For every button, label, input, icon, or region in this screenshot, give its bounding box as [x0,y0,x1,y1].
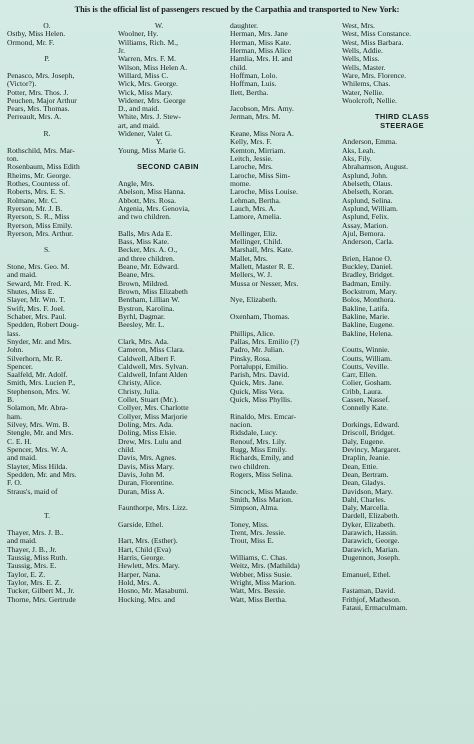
passenger-entry: Portaluppi, Emilio. [230,361,289,371]
passenger-entry: Collyer, Mrs. Charlotte [118,403,189,413]
passenger-entry: D., and maid. [118,104,160,114]
passenger-entry: Spencer, Mrs. W. A. [7,444,69,454]
passenger-entry: nacion. [230,420,253,429]
passenger-entry: Ilett, Bertha. [230,87,269,97]
passenger-entry: Christy, Julia. [118,386,160,396]
passenger-entry: Leitch, Jessie. [230,154,273,163]
list-header: This is the official list of passengers rescued by the Carpathia and transported to New York: [74,5,400,14]
passenger-entry: Bakline, Eugene. [342,320,395,330]
section-letter: R. [43,129,51,139]
passenger-entry: Mellinger, Child. [230,237,283,247]
passenger-entry: Solamon, Mr. Abra- [7,403,68,413]
passenger-entry: Quick, Miss Phyllis. [230,395,293,405]
section-heading: SECOND CABIN [137,162,199,172]
passenger-entry: Hosno, Mr. Masabumi. [118,586,189,596]
passenger-entry: Young, Miss Marie G. [118,145,186,155]
column-2 [118,22,218,604]
passenger-entry: Bentham, Lillian W. [118,295,180,305]
passenger-entry: Assay, Marion. [342,220,389,230]
passenger-entry: Dean, Ettie. [342,461,379,471]
passenger-entry: Smith, Mrs. Lucien P., [7,378,76,388]
passenger-entry: Stone, Mrs. Geo. M. [7,262,70,272]
passenger-entry: Rosenbaum, Miss Edith [7,162,80,172]
passenger-entry: Doling, Miss Elsie. [118,428,177,438]
passenger-entry: Asplund, John. [342,170,388,180]
passenger-entry: Rothes, Countess of. [7,178,70,188]
passenger-entry: Peuchen, Major Arthur [7,95,77,105]
passenger-entry: Davis, John M. [118,469,165,479]
passenger-entry: Simpson, Alma. [230,503,279,513]
passenger-entry: and three children. [118,253,175,263]
passenger-entry: Hoffman, Lolo. [230,70,278,80]
passenger-entry: Watt, Mrs. Bessie. [230,586,286,596]
passenger-entry: Brien, Hanoe O. [342,253,392,263]
passenger-entry: Ryerson, Mrs. Arthur. [7,228,74,238]
passenger-entry: Water, Nellie. [342,87,384,97]
passenger-entry: Connelly Kate. [342,403,388,413]
passenger-entry: Balls, Mrs Ada E. [118,228,173,238]
passenger-entry: Bakline, Helena. [342,328,393,338]
passenger-entry: Perreault, Mrs. A. [7,112,62,122]
column-3 [230,22,340,604]
passenger-entry: Darawich, George. [342,536,400,546]
passenger-entry: Hart, Child (Eva) [118,544,171,554]
passenger-entry: Laroche, Miss Louise. [230,187,298,197]
passenger-entry: C. E. H. [7,436,32,446]
passenger-entry: Pallas, Mrs. Emilio (?) [230,336,299,346]
passenger-entry: Asplund, William. [342,203,398,213]
passenger-entry: Bockstrom, Mary. [342,287,397,296]
passenger-entry: art, and maid. [118,120,160,130]
passenger-entry: Woolner, Hy. [118,29,159,39]
passenger-entry: Slayer, Mr. Wm. T. [7,295,66,305]
passenger-entry: Mellers, W. J. [230,270,272,280]
passenger-entry: Buckley, Daniel. [342,262,393,272]
passenger-entry: Herman, Mrs. Jane [230,29,288,39]
passenger-entry: Angle, Mrs. [118,178,155,188]
passenger-entry: Coutts, William. [342,353,392,363]
passenger-entry: Jr. [118,45,125,55]
passenger-entry: Abelseth, Olaus. [342,178,393,188]
passenger-entry: Doling, Mrs. Ada. [118,420,174,429]
passenger-entry: Laroche, Mrs. [230,162,273,172]
passenger-entry: Seward, Mr. Fred. K. [7,278,72,288]
passenger-entry: Davidson, Mary. [342,486,393,496]
passenger-entry: Draplin, Jeanie. [342,453,390,463]
passenger-entry: ham. [7,411,22,421]
passenger-entry: Bass, Miss Kate. [118,237,170,247]
passenger-entry: Saalfeld, Mr. Adolf. [7,370,68,380]
passenger-entry: Beane, Mrs. [118,270,155,280]
passenger-entry: Brown, Mildred. [118,278,169,288]
passenger-entry: Faunthorpe, Mrs. Lizz. [118,503,188,513]
passenger-entry: Trout, Miss E. [230,536,274,546]
passenger-entry: Watt, Miss Bertha. [230,594,287,604]
passenger-entry: Jerman, Mrs. M. [230,112,281,122]
passenger-entry: and maid. [7,536,37,546]
passenger-entry: Beesley, Mr. L. [118,320,165,330]
passenger-entry: Caldwell, Infant Alden [118,370,188,380]
passenger-entry: Dorkings, Edward. [342,420,400,429]
passenger-entry: two children. [230,461,271,471]
passenger-entry: Richards, Emily, and [230,453,294,463]
passenger-entry: West, Mrs. [342,21,375,30]
passenger-entry: Slayter, Miss Hilda. [7,461,68,471]
passenger-entry: Willard, Miss C. [118,70,169,80]
passenger-entry: Sincock, Miss Maude. [230,486,298,496]
passenger-entry: Collet, Stuart (Mr.). [118,395,179,405]
passenger-entry: Bakline, Marie. [342,311,390,321]
passenger-entry: Christy, Alice. [118,378,162,388]
passenger-entry: Byrhl, Dagmar. [118,311,166,321]
passenger-entry: Harper, Nana. [118,569,161,579]
passenger-entry: Daly, Eugene. [342,436,385,446]
passenger-entry: Anderson, Carla. [342,237,394,247]
passenger-entry: Phillips, Alice. [230,328,275,338]
passenger-entry: Weitz, Mrs. (Mathilda) [230,561,300,571]
passenger-entry: Lehman, Bertha. [230,195,281,205]
passenger-entry: Colier, Gosham. [342,378,392,388]
passenger-entry: Spedden, Mr. and Mrs. [7,469,77,479]
passenger-entry: Lauch, Mrs. A. [230,203,276,213]
passenger-entry: Woolcroft, Nellie. [342,95,397,105]
passenger-entry: Widener, Mrs. George [118,95,186,105]
passenger-entry: Dugennon, Joseph. [342,553,401,562]
passenger-entry: Ajul, Bemora. [342,228,386,238]
passenger-entry: Emanuel, Ethel. [342,569,391,579]
passenger-entry: Cribb, Laura. [342,386,383,396]
passenger-entry: Frithjof, Matheson. [342,594,401,604]
passenger-entry: Williams, Rich. M., [118,37,179,47]
passenger-entry: Hart, Mrs. (Esther). [118,536,178,546]
passenger-entry: West, Miss Constance. [342,29,411,39]
passenger-entry: Swift, Mrs. F. Joel. [7,303,65,313]
passenger-entry: Aks, Leah. [342,145,376,155]
passenger-entry: Williams, C. Chas. [230,553,288,562]
passenger-entry: Lamore, Amelia. [230,212,282,222]
passenger-entry: Mellinger, Eliz. [230,228,278,238]
passenger-entry: Asplund, Felix. [342,212,390,222]
passenger-entry: Ormond, Mr. F. [7,37,55,47]
passenger-entry: Wick, Miss Mary. [118,87,173,97]
passenger-entry: Duran, Miss A. [118,486,165,496]
passenger-entry: Wilson, Miss Helen A. [118,62,188,72]
passenger-entry: Badman, Emily. [342,278,392,288]
passenger-entry: F. O. [7,478,22,488]
passenger-entry: Ryerson, Mr. J. B. [7,203,63,213]
passenger-entry: Hoffman, Luis. [230,79,277,89]
passenger-entry: Taussig, Mrs. E. [7,561,57,571]
passenger-entry: ton. [7,154,19,163]
passenger-entry: Thayer, J. B., Jr. [7,544,57,554]
passenger-entry: Ryerson, Miss Emily. [7,220,73,230]
section-letter: P. [44,54,50,64]
passenger-entry: Herman, Miss Kate. [230,37,292,47]
passenger-entry: Quick, Miss Vera. [230,386,285,396]
passenger-entry: Rugg, Miss Emily. [230,444,287,454]
passenger-entry: Abelseth, Koran. [342,187,394,197]
passenger-entry: Kemton, Mirriam. [230,145,286,155]
passenger-entry: Ridsdale, Lucy. [230,428,278,438]
passenger-entry: Beane, Mr. Edward. [118,262,179,272]
section-heading: THIRD CLASS [374,112,430,122]
passenger-entry: Stephenson, Mrs. W. [7,386,71,396]
passenger-entry: Stengle, Mr. and Mrs. [7,428,74,438]
passenger-entry: Argenia, Mrs. Genovia, [118,203,190,213]
passenger-entry: Snyder, Mr. and Mrs. [7,336,72,346]
passenger-entry: Cameron, Miss Clara. [118,345,185,355]
passenger-entry: Roberts, Mrs. E. S. [7,187,66,197]
passenger-entry: Taussig, Miss Ruth. [7,553,68,562]
passenger-entry: Bystron, Karolina. [118,303,175,313]
passenger-entry: B. [7,395,14,405]
passenger-entry: Penasco, Mrs. Joseph, [7,70,75,80]
passenger-entry: Caldwell, Mrs. Sylvan. [118,361,189,371]
passenger-entry: Renouf, Mrs. Lily. [230,436,287,446]
passenger-entry: Mussa or Nesser, Mrs. [230,278,299,288]
passenger-entry: Spedden, Robert Doug- [7,320,79,330]
spacer [7,122,105,130]
passenger-entry: Schaber, Mrs. Paul. [7,311,67,321]
passenger-entry: Cassen, Nassef. [342,395,390,405]
passenger-entry: Marshall, Mrs. Kate. [230,245,294,255]
passenger-entry: Rinaldo, Mrs. Emcar- [230,411,297,421]
passenger-entry: Padro, Mr. Julian. [230,345,285,355]
passenger-entry: Fataui, Ermaculmam. [342,602,408,612]
passenger-entry: Aks, Fily. [342,154,372,163]
passenger-entry: Taylor, Mrs. E. Z. [7,577,62,587]
passenger-entry: Herman, Miss Alice [230,45,291,55]
passenger-entry: Driscoll, Bridget. [342,428,395,438]
section-letter: Y. [155,137,163,147]
column-1 [7,22,105,604]
passenger-entry: Bakline, Latifa. [342,303,390,313]
passenger-entry: Silverhorn, Mr. R. [7,353,63,363]
passenger-entry: Webber, Miss Susie. [230,569,292,579]
passenger-entry: Jacobson, Mrs. Amy. [230,104,294,114]
passenger-entry: West, Miss Barbara. [342,37,404,47]
passenger-entry: Dean, Bertram. [342,469,389,479]
passenger-entry: Tucker, Gilbert M., Jr. [7,586,75,596]
passenger-entry: daughter. [230,21,259,30]
passenger-entry: Widener, Valet G. [118,129,173,139]
section-letter: T. [44,511,50,521]
passenger-entry: Abbott, Mrs. Rosa. [118,195,177,205]
passenger-entry: Potter, Mrs. Thos. J. [7,87,69,97]
passenger-entry: Harris, George. [118,553,165,562]
passenger-entry: mome. [230,178,251,188]
passenger-entry: Duran, Florentine. [118,478,174,488]
section-heading: STEERAGE [380,120,424,130]
passenger-entry: Rheims, Mr. George. [7,170,71,180]
passenger-entry: Drew, Mrs. Lulu and [118,436,182,446]
passenger-entry: Hocking, Mrs. and [118,594,175,604]
passenger-entry: Straus's, maid of [7,486,58,496]
passenger-entry: Pears, Mrs. Thomas. [7,104,70,114]
passenger-entry: Hamlia, Mrs. H. and [230,54,293,64]
passenger-entry: Ryerson, S. R., Miss [7,212,70,222]
passenger-entry: Wells, Miss. [342,54,380,64]
passenger-entry: Warren, Mrs. F. M. [118,54,177,64]
passenger-entry: Becker, Mrs. A. O., [118,245,178,255]
passenger-entry: Wells, Master. [342,62,386,72]
passenger-entry: lass. [7,328,21,338]
passenger-entry: Wick, Mrs. George. [118,79,179,89]
passenger-entry: child. [118,444,136,454]
passenger-entry: Quick, Mrs. Jane. [230,378,284,388]
passenger-entry: Thorne, Mrs. Gertrude [7,594,76,604]
column-4 [342,22,462,612]
passenger-entry: Shutes, Miss E. [7,287,55,296]
spacer [7,496,105,504]
passenger-entry: Darawich, Hassin. [342,528,398,538]
passenger-entry: Rogers, Miss Selina. [230,469,293,479]
passenger-entry: Wells, Addie. [342,45,383,55]
passenger-entry: John. [7,345,24,355]
passenger-entry: Dahl, Charles. [342,494,386,504]
passenger-entry: Brown, Miss Elizabeth [118,287,188,296]
passenger-entry: Abrahamson, August. [342,162,409,172]
passenger-entry: Mallet, Mrs. [230,253,268,263]
passenger-entry: Oxenham, Thomas. [230,311,290,321]
passenger-entry: Davis, Mrs. Agnes. [118,453,177,463]
passenger-entry: Whilems, Chas. [342,79,391,89]
spacer [7,504,105,512]
passenger-entry: Taylor, E. Z. [7,569,46,579]
section-letter: O. [43,21,51,30]
passenger-entry: Silvey, Mrs. Wm. B. [7,420,70,429]
passenger-entry: Collyer, Miss Marjorie [118,411,188,421]
passenger-entry: Dyker, Elizabeth. [342,519,396,529]
passenger-entry: Smith, Miss Marion. [230,494,293,504]
passenger-entry: Hewlett, Mrs. Mary. [118,561,180,571]
passenger-entry: Darawich, Marian. [342,544,400,554]
passenger-entry: Garside, Ethel. [118,519,164,529]
passenger-entry: Dean, Gladys. [342,478,386,488]
passenger-entry: Parish, Mrs. David. [230,370,290,380]
passenger-entry: Mallett, Master R. E. [230,262,295,272]
passenger-entry: Asplund, Selina. [342,195,393,205]
passenger-entry: Keane, Miss Nora A. [230,129,294,139]
passenger-entry: White, Mrs. J. Stew- [118,112,181,122]
passenger-entry: Ware, Mrs. Florence. [342,70,407,80]
passenger-entry: and two children. [118,212,171,222]
passenger-entry: Wright, Miss Marion. [230,577,296,587]
passenger-entry: Laroche, Miss Sim- [230,170,291,180]
passenger-entry: Fastaman, David. [342,586,396,596]
spacer [7,238,105,246]
passenger-entry: Thayer, Mrs. J. B.. [7,528,64,538]
passenger-entry: Clark, Mrs. Ada. [118,336,169,346]
passenger-entry: Caldwell, Albert F. [118,353,176,363]
spacer [7,47,105,55]
passenger-entry: Bradley, Bridget. [342,270,395,280]
passenger-entry: Hold, Mrs. A. [118,577,160,587]
passenger-entry: Carr, Ellen. [342,370,377,380]
passenger-entry: Pinsky, Rosa. [230,353,272,363]
passenger-entry: Coutts, Winnie. [342,345,390,355]
passenger-entry: and maid. [7,453,37,463]
passenger-entry: Dardell, Elizabeth. [342,511,400,521]
passenger-entry: Daly, Marcella. [342,503,389,513]
passenger-entry: Trent, Mrs. Jessie. [230,528,286,538]
passenger-entry: child. [230,62,248,72]
passenger-entry: Anderson, Emma. [342,137,398,147]
passenger-entry: Spencer. [7,361,33,371]
passenger-entry: and maid. [7,270,37,280]
passenger-entry: (Victor?). [7,79,37,89]
section-letter: S. [43,245,51,255]
passenger-entry: Coutts, Veville. [342,361,389,371]
passenger-entry: Rolmane, Mr. C. [7,195,58,205]
passenger-entry: Rothschild, Mrs. Mar- [7,145,75,155]
passenger-entry: Ostby, Miss Helen. [7,29,66,39]
passenger-entry: Toney, Miss. [230,519,269,529]
passenger-entry: Devincy, Margaret. [342,444,401,454]
passenger-entry: Nye, Elizabeth. [230,295,278,305]
passenger-entry: Bolos, Monthora. [342,295,396,305]
passenger-entry: Kelly, Mrs. F. [230,137,272,147]
passenger-entry: Davis, Miss Mary. [118,461,175,471]
section-letter: W. [154,21,164,30]
passenger-entry: Abelson, Miss Hanna. [118,187,186,197]
